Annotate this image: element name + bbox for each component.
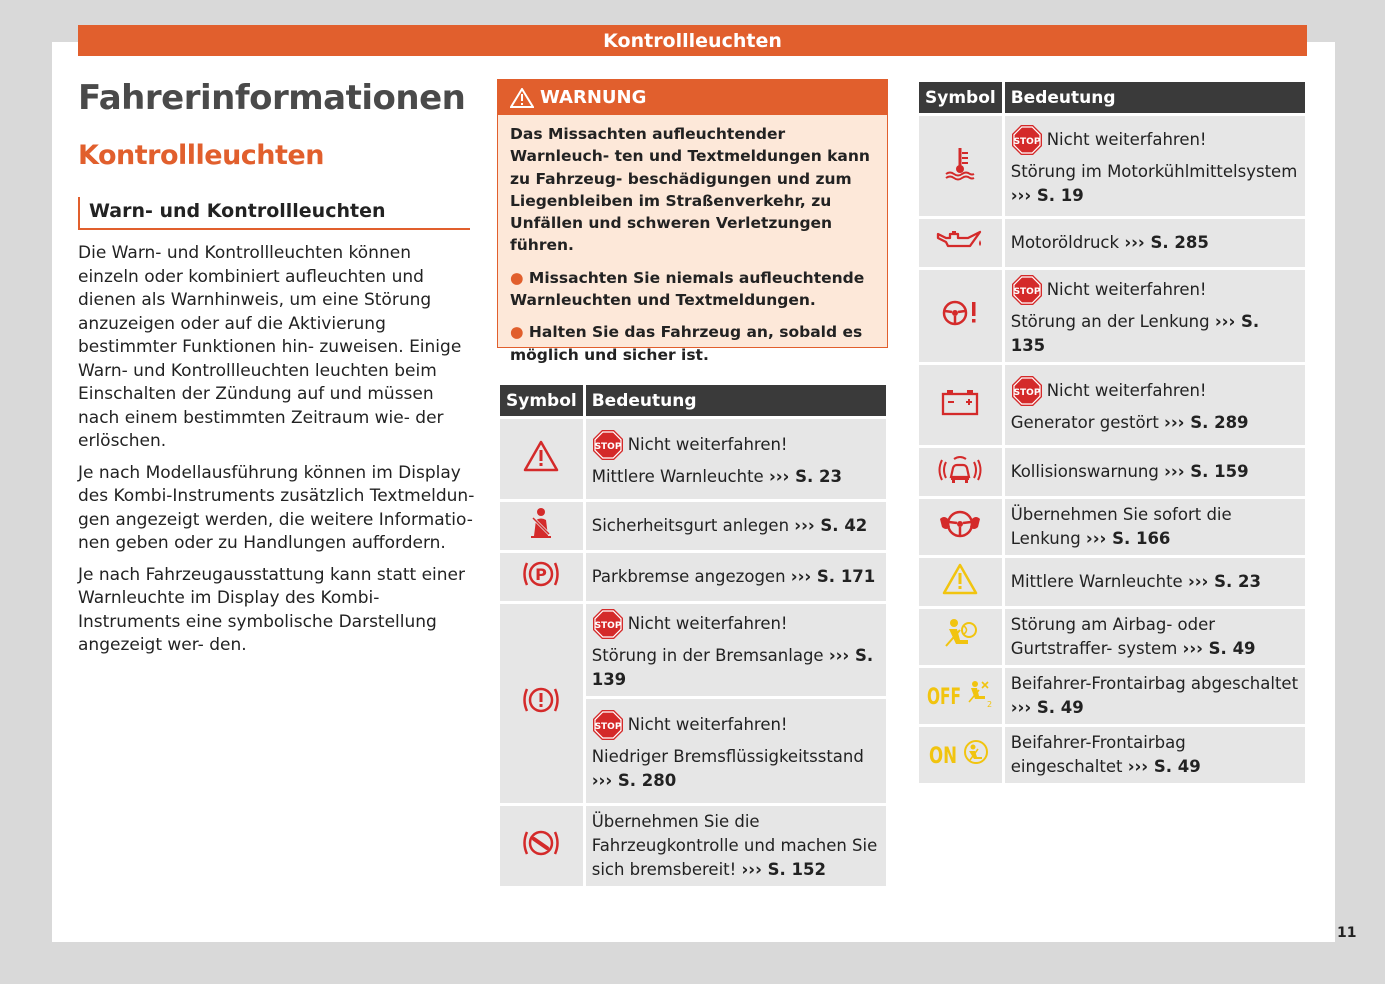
- warning-bullet: ● Missachten Sie niemals aufleuchtende Warnleuchten und Textmeldungen.: [510, 268, 865, 310]
- meaning-text: Übernehmen Sie sofort die Lenkung: [1010, 505, 1232, 548]
- meaning-text: Störung im Motorkühlmittelsystem: [1010, 162, 1298, 181]
- page-reference-link[interactable]: ››› S. 135: [1010, 312, 1260, 355]
- symbol-column-header: Symbol: [500, 385, 583, 416]
- stop-sign-icon: [592, 608, 624, 640]
- warning-triangle-red-icon: [523, 457, 559, 476]
- stop-text: Nicht weiterfahren!: [627, 715, 788, 734]
- symbol-cell: [919, 499, 1002, 555]
- table-row: [500, 806, 886, 886]
- stop-sign-icon: [1011, 274, 1043, 306]
- airbag-fault-icon: [940, 637, 980, 656]
- symbol-cell: [919, 727, 1002, 783]
- meaning-text: Kollisionswarnung: [1010, 462, 1165, 481]
- meaning-cell: [1005, 219, 1305, 267]
- svg-text:2: 2: [987, 699, 993, 708]
- meaning-text: Störung an der Lenkung: [1010, 312, 1215, 331]
- stop-text: Nicht weiterfahren!: [627, 614, 788, 633]
- page-reference-link[interactable]: ››› S. 49: [1127, 757, 1201, 776]
- svg-text:OFF: OFF: [927, 684, 962, 708]
- meaning-column-header: Bedeutung: [586, 385, 886, 416]
- page-reference-link[interactable]: ››› S. 49: [1182, 639, 1256, 658]
- page-reference-link[interactable]: ››› S. 166: [1085, 529, 1171, 548]
- brake-system-icon: [521, 702, 561, 721]
- meaning-cell: [586, 699, 886, 803]
- chapter-title: Fahrerinformationen: [78, 78, 466, 118]
- symbol-cell: [500, 604, 583, 803]
- stop-text: Nicht weiterfahren!: [1046, 381, 1207, 400]
- table-row: [919, 219, 1305, 267]
- page-reference-link[interactable]: ››› S. 285: [1124, 233, 1209, 252]
- svg-text:STOP: STOP: [1013, 388, 1041, 398]
- coolant-temperature-icon: [942, 166, 978, 185]
- page-reference-link[interactable]: ››› S. 159: [1164, 462, 1249, 481]
- meaning-column-header: Bedeutung: [1005, 82, 1305, 113]
- table-row: [919, 609, 1305, 665]
- symbol-cell: [919, 448, 1002, 496]
- oil-pressure-icon: [936, 239, 984, 258]
- svg-text:STOP: STOP: [1013, 137, 1041, 147]
- page-reference-link[interactable]: ››› S. 23: [768, 467, 842, 486]
- meaning-cell: [1005, 499, 1305, 555]
- page-reference-link[interactable]: ››› S. 289: [1164, 413, 1249, 432]
- section-header-bar: Kontrollleuchten: [78, 25, 1307, 56]
- paragraph: Die Warn- und Kontrollleuchten können einzeln oder kombiniert aufleuchten und dienen als Warnhinweis, um eine Störung anzuzeigen oder auf die Aktivierung bestimmter Funktionen hin- zuweisen. Einige Warn- und Kontrollleuchten leuchten beim Einschalten der Zündung auf und müssen nach einem bestimmten Zeitraum wie- der erlöschen.: [78, 243, 462, 451]
- airbag-off-icon: [927, 684, 993, 712]
- stop-sign-icon: [592, 709, 624, 741]
- symbol-cell: [500, 502, 583, 550]
- svg-text:STOP: STOP: [594, 722, 622, 732]
- page-reference-link[interactable]: ››› S. 280: [591, 771, 677, 790]
- parking-brake-icon: [521, 564, 561, 595]
- svg-text:STOP: STOP: [1013, 287, 1041, 297]
- meaning-text: Mittlere Warnleuchte: [591, 467, 769, 486]
- symbol-cell: [919, 116, 1002, 216]
- table-row: [500, 604, 886, 696]
- svg-text:STOP: STOP: [594, 442, 622, 452]
- meaning-cell: [586, 502, 886, 550]
- table-row: [500, 502, 886, 550]
- page-reference-link[interactable]: ››› S. 19: [1010, 186, 1084, 205]
- steering-fault-icon: [939, 315, 981, 334]
- page-reference-link[interactable]: ››› S. 171: [790, 567, 876, 586]
- stop-sign-icon: [1011, 124, 1043, 156]
- meaning-text: Sicherheitsgurt anlegen: [591, 516, 795, 535]
- meaning-cell: [1005, 270, 1305, 362]
- stop-text: Nicht weiterfahren!: [627, 435, 788, 454]
- page-reference-link[interactable]: ››› S. 139: [591, 646, 874, 689]
- subsection-title: Warn- und Kontrollleuchten: [78, 197, 470, 230]
- symbol-cell: [919, 270, 1002, 362]
- meaning-text: Motoröldruck: [1010, 233, 1125, 252]
- symbol-cell: [919, 219, 1002, 267]
- meaning-cell: [586, 419, 886, 499]
- warning-triangle-yellow-icon: [942, 580, 978, 599]
- meaning-text: Beifahrer-Frontairbag eingeschaltet: [1010, 733, 1186, 776]
- airbag-on-icon: [927, 743, 993, 771]
- meaning-text: Störung in der Bremsanlage: [591, 646, 829, 665]
- meaning-cell: [586, 806, 886, 886]
- svg-text:P: P: [535, 564, 548, 584]
- section-title: Kontrollleuchten: [78, 140, 324, 171]
- stop-text: Nicht weiterfahren!: [1046, 280, 1207, 299]
- stop-sign-icon: [1011, 375, 1043, 407]
- paragraph: Je nach Modellausführung können im Display des Kombi-Instruments zusätzlich Textmeldun- gen angezeigt werden, die weitere Informatio- nen geben oder zu Handlungen auffordern.: [78, 462, 475, 553]
- meaning-cell: [1005, 558, 1305, 606]
- seatbelt-icon: [525, 525, 557, 544]
- table-row: [919, 499, 1305, 555]
- symbol-cell: [500, 806, 583, 886]
- page-number: 11: [1337, 925, 1357, 941]
- symbol-table-1: [497, 382, 889, 889]
- warning-text: Das Missachten aufleuchtender Warnleuch- ten und Textmeldungen kann zu Fahrzeug- beschädigungen und zum Liegenbleiben im Straßenverkehr, zu Unfällen und schweren Verletzungen führen.: [510, 125, 870, 255]
- symbol-cell: [500, 419, 583, 499]
- stop-sign-icon: [592, 429, 624, 461]
- svg-text:STOP: STOP: [594, 621, 622, 631]
- meaning-text: Parkbremse angezogen: [591, 567, 791, 586]
- take-over-steering-icon: [938, 526, 982, 545]
- symbol-cell: [919, 365, 1002, 445]
- meaning-cell: [1005, 727, 1305, 783]
- meaning-text: Störung am Airbag- oder Gurtstraffer- system: [1010, 615, 1216, 658]
- table-row: [919, 116, 1305, 216]
- paragraph: Je nach Fahrzeugausstattung kann statt einer Warnleuchte im Display des Kombi-Instruments eine symbolische Darstellung angezeigt wer- den.: [78, 564, 465, 655]
- symbol-cell: [919, 558, 1002, 606]
- page-reference-link[interactable]: ››› S. 49: [1010, 698, 1084, 717]
- warning-bullet: ● Halten Sie das Fahrzeug an, sobald es möglich und sicher ist.: [510, 323, 863, 364]
- table-row: [500, 419, 886, 499]
- meaning-cell: [1005, 365, 1305, 445]
- meaning-cell: [586, 553, 886, 601]
- meaning-text: Niedriger Bremsflüssigkeitsstand: [591, 747, 864, 766]
- meaning-text: Beifahrer-Frontairbag abgeschaltet: [1010, 674, 1299, 693]
- symbol-cell: [919, 668, 1002, 724]
- meaning-text: Übernehmen Sie die Fahrzeugkontrolle und machen Sie sich bremsbereit!: [591, 812, 878, 879]
- table-row: [919, 727, 1305, 783]
- page-reference-link[interactable]: ››› S. 42: [794, 516, 868, 535]
- symbol-column-header: Symbol: [919, 82, 1002, 113]
- page-reference-link[interactable]: ››› S. 23: [1187, 572, 1261, 591]
- brake-ready-icon: [521, 845, 561, 864]
- symbol-table-2: [916, 79, 1308, 786]
- table-row: [919, 558, 1305, 606]
- table-row: [500, 553, 886, 601]
- collision-warning-icon: [938, 470, 982, 489]
- meaning-text: Generator gestört: [1010, 413, 1165, 432]
- meaning-cell: [1005, 116, 1305, 216]
- symbol-cell: [500, 553, 583, 601]
- stop-text: Nicht weiterfahren!: [1046, 130, 1207, 149]
- svg-text:ON: ON: [929, 743, 958, 767]
- warning-triangle-icon: [510, 88, 534, 108]
- warning-header: [498, 80, 887, 115]
- meaning-text: Mittlere Warnleuchte: [1010, 572, 1188, 591]
- intro-text: [78, 242, 476, 666]
- table-row: [919, 668, 1305, 724]
- warning-box: [497, 79, 888, 364]
- table-row: [919, 365, 1305, 445]
- symbol-cell: [919, 609, 1002, 665]
- page-reference-link[interactable]: ››› S. 152: [741, 860, 826, 879]
- table-row: [919, 448, 1305, 496]
- meaning-cell: [586, 604, 886, 696]
- meaning-cell: [1005, 448, 1305, 496]
- warning-title: WARNUNG: [540, 87, 647, 108]
- meaning-cell: [1005, 668, 1305, 724]
- table-row: [919, 270, 1305, 362]
- meaning-cell: [1005, 609, 1305, 665]
- battery-generator-icon: [940, 402, 980, 421]
